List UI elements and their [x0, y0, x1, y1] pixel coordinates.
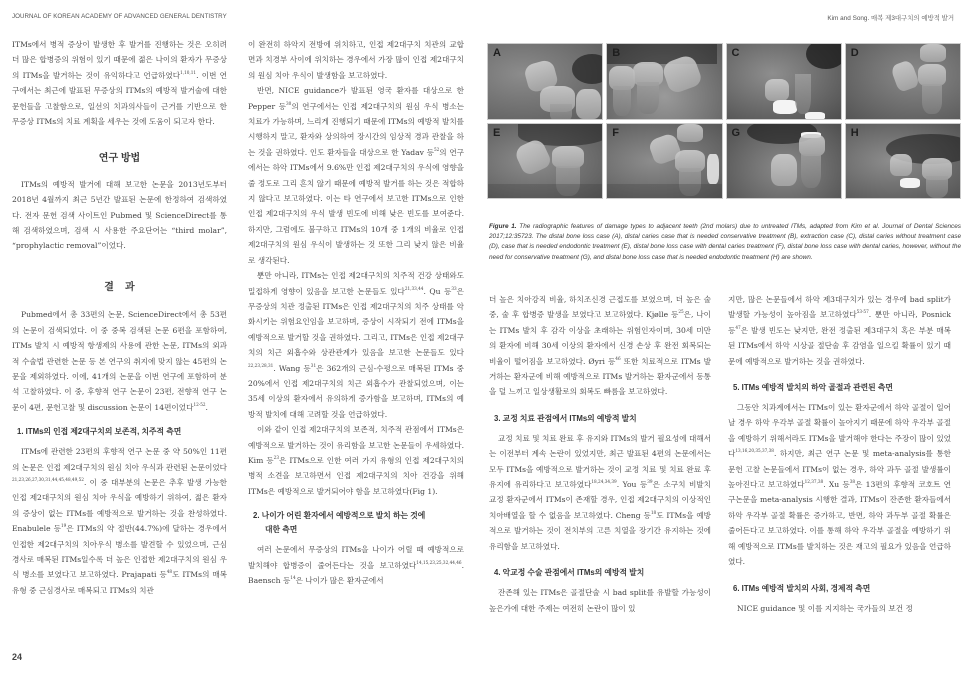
- subsection-2-heading: 2. 나이가 어린 환자에서 예방적으로 발치 하는 것에 대한 측면: [253, 511, 426, 535]
- subsection-1-heading: 1. ITMs의 인접 제2대구치의 보존적, 치주적 측면: [17, 427, 182, 437]
- citation: 38: [849, 479, 856, 485]
- radiograph-panel-e: [487, 123, 603, 200]
- panel-label: F: [612, 126, 619, 139]
- figure-1-caption: Figure 1. The radiographic features of damage types to adjacent teeth (2nd molars) due to untreated ITMs, adapted from Kim et al. Journal of Dental Sciences 2017;12:35723. The distal bone loss case (A), distal caries case that is needed conservative treatment (B), extraction case (C), distal caries without treatment case (D), case that is needed endodontic treatment (E), distal bone loss case with dental caries treatment (F), distal bone loss case with dental caries, however, without the need for conservative treatment (G), and distal bone loss case that is needed endodontic treatment (H) are shown.: [489, 223, 962, 261]
- citation: 30: [285, 100, 292, 106]
- citation: 25: [678, 309, 684, 315]
- citation: 33: [451, 285, 457, 291]
- radiograph-panel-a: [487, 43, 603, 120]
- subsection-5-paragraph: 그동안 치과계에서는 ITMs이 있는 환자군에서 하악 골절이 일어날 경우 하악 우각부 골절 확률이 높아지기 때문에 하악 우각부 골절을 예방하기 위해서라도 ITMs을 발거해야 한다는 주장이 많이 있었다$^{13,16,20,35,37,38}$. 하지만, 최근 연구 논문 및 meta-analysis를 통한 문헌 고찰 논문들에서 ITMs이 없는 경우, 하악 과두 골절 발생률이 높아진다고 보고하였다$^{12,37,38}$. Xu 등$^{38}$은 13편의 후향적 코호트 연구논문을 meta-analysis 시행한 결과, ITMs이 잔존한 환자들에서 하악 우각부 골절 확률은 증가하고, 반면, 하악 과두부 골절 확률은 줄어든다고 보고하였다. 이를 통해 하악 우각부 골절을 예방하기 위해 예방적으로 ITMs를 발치하는 것은 재고의 필요가 있음을 언급하였다.: [728, 403, 951, 567]
- methods-heading: 연구 방법: [98, 153, 141, 165]
- subsection-6-paragraph: NICE guidance 및 이를 지지하는 국가들의 보건 정: [737, 603, 913, 613]
- citation: 48: [166, 569, 173, 575]
- citation: 1,10,11: [180, 69, 197, 75]
- panel-label: G: [731, 126, 741, 139]
- pepper-paragraph: 반면, NICE guidance가 발표된 영국 환자를 대상으로 한 Pepper 등$^{30}$의 연구에서는 인접 제2대구치의 원심 우식 병소는 치료가 가능하며, 느리게 진행되기 때문에 ITMs의 예방적 발치를 시행하지 말고, 환자와 상의하여 장시간의 임상적 경과 관찰을 하는 것을 권하였다. 인도 환자들을 대상으로 한 Yadav 등$^{52}$의 연구에서는 하악 ITMs에서 9.6%만 인접 제2대구치의 우식에 영향을 줄 정도로 그리 흔치 않기 때문에 예방적 발거를 하는 것은 적합하지 않다고 보고하였다. 이는 타 연구에서 보고한 ITMs으로 인한 인접 제2대구치의 우식 발생 빈도에 비해 낮은 빈도를 보여준다. 하지만, 그럼에도 불구하고 ITMs의 10개 중 1개의 비율로 인접 제2대구치의 원심 우식이 발생하는 것 또한 그리 낮지 않은 비율로 생각된다.: [248, 86, 464, 265]
- right-page: [483, 0, 966, 676]
- citation: 31: [310, 362, 317, 368]
- results-paragraph: Pubmed에서 총 33편의 논문, ScienceDirect에서 총 53편의 논문이 검색되었다. 이 중 중복 검색된 논문 6편을 포함하여, ITMs 발치 시 예방적 항생제의 사용에 관한 논문, ITMs의 외과적 수술법 관련한 논문 등 본 연구의 취지에 맞지 않는 45편의 논문을 제외하였다. 이에, 41개의 논문을 이번 연구에 포함하여 분석 고찰하였다. 이 중, 후향적 연구 논문이 23편, 전향적 연구 논문이 4편, 문헌고찰 및 discussion 논문이 14편이었다$^{12-52}$.: [12, 310, 227, 412]
- continued-paragraph: 지만, 많은 논문들에서 하악 제3대구치가 있는 경우에 bad split가 발생할 가능성이 높아짐을 보고하였다$^{53-57}$. 뿐만 아니라, Posnick 등$^{47}$은 발생 빈도는 낮지만, 완전 정출된 제3대구치 혹은 부분 매복된 ITMs에서 하악 시상골 절단술 후 감염을 일으킬 확률이 있기 때문에 예방적으로 발거하는 것을 권하였다.: [728, 295, 951, 366]
- right-column-1: [489, 292, 711, 616]
- panel-label: D: [850, 47, 859, 59]
- citation: 14,15,23,25,32,44,46: [416, 559, 462, 565]
- figure-1-radiograph-grid: [487, 43, 961, 199]
- citation: 22,23,28,31: [248, 362, 274, 368]
- citation: 53-57: [856, 309, 869, 315]
- panel-label: B: [612, 47, 621, 59]
- subsection-5-heading: 5. ITMs 예방적 발치의 하악 골절과 관련된 측면: [733, 383, 893, 393]
- periodontal-paragraph: 뿐만 아니라, ITMs는 인접 제2대구치의 치주적 건강 상태와도 밀접하게 영향이 있음을 보고한 논문들도 있다$^{21,33,44}$. Qu 등$^{33}$은 무증상의 치관 정출된 ITMs은 인접 제2대구치의 치주 상태를 악화시키는 위험요인임을 보고하며, 증상이 시작되기 전에 ITMs을 예방적으로 발거할 것을 권하였다. 그리고, ITMs은 인접 제2대구치의 치근 외흡수와 상관관계가 있음을 보고한 논문들도 있다$^{22,23,28,31}$. Wang 등$^{31}$은 362개의 근심-수평으로 매복된 ITMs 중 20%에서 인접 제2대구치의 치근 외흡수가 관찰되었으며, 이는 35세 이상의 환자에서 유의하게 증가함을 보고하며, ITMs의 예방적 발치에 대해 고려할 것을 언급하였다.: [248, 271, 464, 419]
- subsection-2-paragraph: 여러 논문에서 무증상의 ITMs을 나이가 어릴 때 예방적으로 발치해야 합병증이 줄어든다는 것을 보고하였다$^{14,15,23,25,32,44,46}$. Baensch 등$^{14}$은 나이가 많은 환자군에서: [248, 545, 464, 585]
- radiograph-panel-h: [845, 123, 961, 200]
- citation: 23: [273, 454, 279, 460]
- citation: 12-52: [193, 401, 206, 407]
- subsection-1-paragraph: ITMs에 관련한 23편의 후향적 연구 논문 중 약 50%인 11편의 논문은 인접 제2대구치의 원심 치아 우식과 관련된 논문이었다$^{21,23,26,27,30,31,44,45,48,49,52}$. 이 중 대부분의 논문은 추후 발생 가능한 인접 제2대구치의 원심 치아 우식을 예방하기 위하여, 젊은 환자의 증상이 없는 ITMs를 예방적으로 발거하는 것을 찬성하였다. Enabulele 등$^{19}$은 ITMs의 약 절반(44.7%)에 달하는 경우에서 인접한 제2대구치의 치아우식 병소를 발견할 수 있었으며, 근심 경사로 매복된 ITMs일수록 더 높은 인접한 제2대구치의 원심 우식 병소를 보였다고 보고하였다. Prajapati 등$^{48}$도 ITMs의 매복유형 중 근심경사로 매복되고 ITMs의 치관: [12, 447, 227, 595]
- citation: 18: [650, 509, 657, 515]
- subsection-3-paragraph: 교정 치료 및 치료 완료 후 유지와 ITMs의 발거 필요성에 대해서는 이전부터 계속 논란이 있었지만, 최근 발표된 4편의 논문에서는 모두 ITMs을 예방적으로 발거하는 것이 교정 치료 및 치료 완료 후 유지에 유리하다고 보고하였다$^{18,24,34,39}$. You 등$^{39}$은 소구치 비발치 교정 환자군에서 ITMs이 존재할 경우, 인접 제2대구치의 이상적인 치아배열을 할 수 없음을 보고하였다. Cheng 등$^{18}$도 ITMs을 예방적으로 발거하는 것이 전치부의 고른 치열을 장기간 유지하는 것에 유리함을 보고하였다.: [489, 433, 711, 551]
- journal-running-head: JOURNAL OF KOREAN ACADEMY OF ADVANCED GENERAL DENTISTRY: [12, 13, 227, 20]
- citation: 19: [61, 523, 67, 529]
- author-running-head: Kim and Song. 매복 제3대구치의 예방적 발거: [827, 15, 954, 22]
- citation: 47: [735, 324, 741, 330]
- continued-paragraph: 더 높은 치아강직 비율, 하치조신경 근접도를 보였으며, 더 높은 술 중, 술 후 합병증 발생을 보였다고 보고하였다. Kjølle 등$^{25}$은, 나이는 ITMs 발치 후 감각 이상을 초래하는 위험인자이며, 30세 미만의 환자에 비해 30세 이상의 환자에서 신경 손상 후 완전 회복되는 비율이 떨어짐을 보고하였다. Øyri 등$^{46}$ 또한 치료적으로 ITMs 발거하는 환자군에 비해 예방적으로 ITMs 발거하는 환자군에서 동통을 덜 느끼고 일상생활로의 회복도 빠름을 보고하였다.: [489, 295, 711, 397]
- radiograph-panel-g: [726, 123, 842, 200]
- radiograph-panel-d: [845, 43, 961, 120]
- summary-paragraph: 이와 같이 인접 제2대구치의 보존적, 치주적 관점에서 ITMs은 예방적으로 발거하는 것이 유리함을 보고한 논문들이 우세하였다. Kim 등$^{23}$은 ITMs으로 인한 여러 가지 유형의 인접 제2대구치의 병적 소견을 보고하면서 인접 제2대구치의 치아 건강을 위해 ITMs은 예방적으로 발거되어야 함을 보고하였다(Fig 1).: [248, 425, 464, 496]
- radiograph-panel-c: [726, 43, 842, 120]
- subsection-6-heading: 6. ITMs 예방적 발치의 사회, 경제적 측면: [733, 583, 871, 593]
- citation: 14: [290, 575, 296, 580]
- panel-label: H: [850, 126, 859, 139]
- radiograph-panel-b: [606, 43, 722, 120]
- panel-label: C: [731, 47, 740, 59]
- page-number: 24: [12, 652, 23, 662]
- right-column-2: [728, 292, 951, 616]
- continued-paragraph: 이 완전히 하악지 전방에 위치하고, 인접 제2대구치 치관의 교합면과 치경부 사이에 위치하는 경우에서 가장 많이 인접 제2대구치의 원심 치아 우식이 발생함을 보고하였다.: [248, 40, 464, 80]
- figure-label: Figure 1.: [489, 223, 517, 230]
- citation: 13,16,20,35,37,38: [735, 448, 774, 454]
- intro-paragraph: ITMs에서 병적 증상이 발생한 후 발거를 진행하는 것은 오히려 더 많은 합병증의 위험이 있기 때문에 젊은 나이의 환자가 무증상의 ITMs을 발거하는 것이 유익하다고 언급하였다$^{1,10,11}$. 이번 연구에서는 최근에 발표된 무증상의 ITMs의 예방적 발거술에 대한 문헌들을 고찰함으로, 일선의 치과의사들이 근거를 기반으로 한 무증상 ITMs의 치료 계획을 세우는 것에 도움이 되고자 한다.: [12, 40, 227, 127]
- citation: 21,33,44: [404, 285, 424, 291]
- citation: 12,37,38: [804, 479, 824, 485]
- radiograph-panel-f: [606, 123, 722, 200]
- citation: 46: [615, 355, 621, 361]
- left-column-2: [248, 37, 464, 588]
- citation: 52: [433, 146, 440, 152]
- citation: 18,24,34,39: [591, 479, 617, 485]
- methods-paragraph: ITMs의 예방적 발거에 대해 보고한 논문을 2013년도부터 2018년 4월까지 최근 5년간 발표된 논문에 한정하여 검색하였다. 전자 문헌 검색 사이트인 Pubmed 및 ScienceDirect를 통해 검색하였으며, 검색 시 사용한 주요단어는 “third molar”, “prophylactic removal”이었다.: [12, 179, 227, 251]
- citation: 21,23,26,27,30,31,44,45,48,49,52: [12, 476, 84, 482]
- citation: 39: [647, 479, 653, 485]
- subsection-3-heading: 3. 교정 치료 관점에서 ITMs의 예방적 발치: [494, 413, 637, 423]
- results-heading: 결 과: [104, 281, 135, 293]
- panel-label: A: [493, 47, 501, 59]
- panel-label: E: [493, 126, 501, 139]
- left-column-1: [12, 37, 227, 598]
- subsection-4-heading: 4. 악교정 수술 관점에서 ITMs의 예방적 발치: [494, 568, 645, 578]
- subsection-4-paragraph: 잔존해 있는 ITMs은 골절단술 시 bad split를 유발할 가능성이 높은가에 대한 주제는 여전히 논란이 많이 있: [489, 588, 711, 613]
